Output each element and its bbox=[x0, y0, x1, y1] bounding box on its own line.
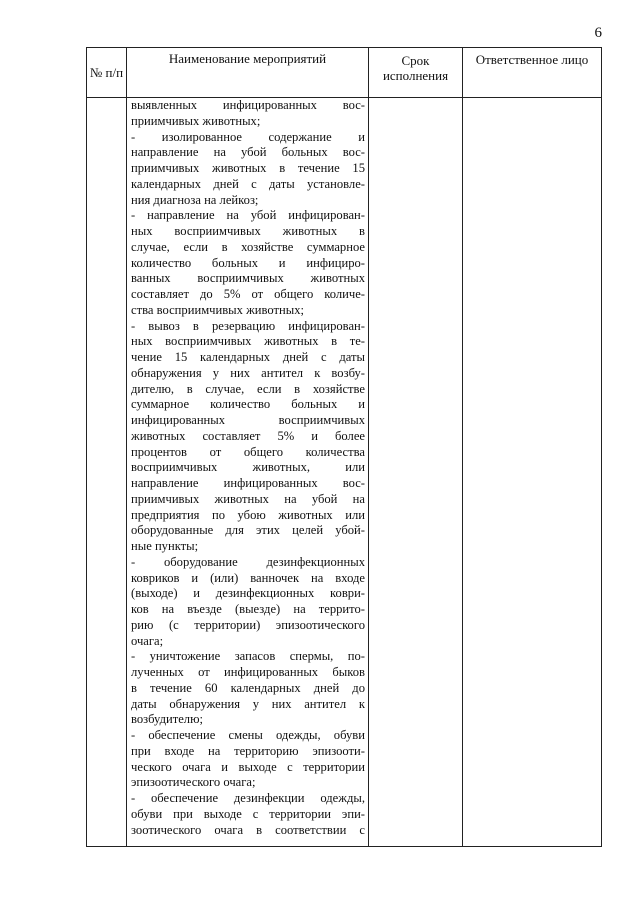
text-line bbox=[131, 728, 365, 744]
text-line bbox=[131, 602, 365, 618]
text-line bbox=[131, 634, 365, 650]
text-line bbox=[131, 681, 365, 697]
text-line bbox=[131, 665, 365, 681]
text-line-content: ванных восприимчивых животных bbox=[131, 271, 365, 286]
cell-responsible bbox=[463, 98, 602, 847]
text-line-content: обнаружения у них антител к возбу- bbox=[131, 365, 365, 380]
text-line-content: приимчивых животных на убой на bbox=[131, 491, 365, 506]
text-line bbox=[131, 476, 365, 492]
measures-text-lines bbox=[131, 98, 365, 838]
text-line-content: даты обнаружения у них антител к bbox=[131, 696, 365, 711]
cell-number bbox=[87, 98, 127, 847]
text-line bbox=[131, 618, 365, 634]
text-line-content: - изолированное содержание и bbox=[131, 129, 365, 144]
text-line bbox=[131, 256, 365, 272]
cell-deadline bbox=[369, 98, 463, 847]
text-line bbox=[131, 208, 365, 224]
text-line bbox=[131, 350, 365, 366]
text-line bbox=[131, 114, 365, 130]
text-line bbox=[131, 492, 365, 508]
header-number-label: № п/п bbox=[89, 65, 124, 80]
text-line-content: календарных дней с даты установле- bbox=[131, 176, 365, 191]
text-line-content: предприятия по убою животных или bbox=[131, 507, 365, 522]
text-line-content: - направление на убой инфицирован- bbox=[131, 208, 365, 223]
text-line-content: в течение 60 календарных дней до bbox=[131, 680, 365, 695]
table-header-row bbox=[87, 48, 602, 98]
text-line bbox=[131, 303, 365, 319]
text-line bbox=[131, 397, 365, 413]
text-line-content: возбудителю; bbox=[131, 712, 203, 727]
text-line bbox=[131, 413, 365, 429]
text-line-content: приимчивых животных; bbox=[131, 113, 261, 128]
text-line-content: суммарное количество больных и bbox=[131, 397, 365, 412]
text-line-content: ков на въезде (выезде) на террито- bbox=[131, 602, 365, 616]
header-responsible-label: Ответственное лицо bbox=[475, 52, 589, 67]
text-line-content: количество больных и инфициро- bbox=[131, 255, 365, 270]
text-line bbox=[131, 445, 365, 461]
text-line-content: эпизоотического очага; bbox=[131, 775, 256, 790]
text-line bbox=[131, 697, 365, 713]
page-number: 6 bbox=[594, 25, 602, 41]
text-line bbox=[131, 508, 365, 524]
header-measures-name-label: Наименование мероприятий bbox=[168, 51, 327, 66]
text-line-content: лученных от инфицированных быков bbox=[131, 665, 365, 679]
text-line bbox=[131, 744, 365, 760]
text-line bbox=[131, 224, 365, 240]
table-row bbox=[87, 98, 602, 847]
text-line bbox=[131, 523, 365, 539]
text-line-content: ных восприимчивых животных в bbox=[131, 224, 365, 238]
text-line-content: ства восприимчивых животных; bbox=[131, 302, 305, 317]
header-deadline-label: Срок исполнения bbox=[382, 53, 449, 83]
text-line bbox=[131, 240, 365, 256]
text-line bbox=[131, 177, 365, 193]
text-line bbox=[131, 760, 365, 776]
text-line-content: случае, если в хозяйстве суммарное bbox=[131, 239, 365, 254]
text-line bbox=[131, 130, 365, 146]
header-responsible bbox=[463, 48, 602, 98]
text-line-content: направление инфицированных вос- bbox=[131, 476, 365, 490]
text-line-content: обуви при выходе с территории эпи- bbox=[131, 806, 365, 821]
text-line-content: - оборудование дезинфекционных bbox=[131, 554, 365, 569]
text-line-content: ния диагноза на лейкоз; bbox=[131, 192, 259, 207]
text-line-content: животных составляет 5% и более bbox=[131, 428, 365, 443]
text-line-content: направление на убой больных вос- bbox=[131, 145, 365, 160]
text-line-content: ные пункты; bbox=[131, 539, 199, 553]
text-line-content: дителю, в случае, если в хозяйстве bbox=[131, 381, 365, 396]
header-number bbox=[87, 48, 127, 98]
text-line-content: - уничтожение запасов спермы, по- bbox=[131, 649, 365, 664]
text-line bbox=[131, 429, 365, 445]
text-line bbox=[131, 555, 365, 571]
text-line bbox=[131, 287, 365, 303]
text-line bbox=[131, 334, 365, 350]
text-line-content: (выходе) и дезинфекционных коври- bbox=[131, 586, 365, 601]
text-line-content: составляет до 5% от общего количе- bbox=[131, 287, 365, 301]
text-line-content: приимчивых животных в течение 15 bbox=[131, 161, 365, 175]
text-line-content: - обеспечение дезинфекции одежды, bbox=[131, 791, 365, 805]
measures-table bbox=[86, 47, 602, 847]
text-line-content: - обеспечение смены одежды, обуви bbox=[131, 728, 365, 742]
text-line bbox=[131, 161, 365, 177]
text-line-content: инфицированных восприимчивых bbox=[131, 413, 365, 427]
text-line-content: оборудованные для этих целей убой- bbox=[131, 523, 365, 538]
text-line bbox=[131, 791, 365, 807]
text-line-content: ческого очага и выходе с территории bbox=[131, 759, 365, 774]
text-line bbox=[131, 712, 365, 728]
text-line bbox=[131, 382, 365, 398]
cell-measures-text bbox=[127, 98, 369, 847]
text-line-content: рию (с территории) эпизоотического bbox=[131, 617, 365, 632]
text-line bbox=[131, 823, 365, 839]
header-measures-name bbox=[127, 48, 369, 98]
text-line bbox=[131, 571, 365, 587]
text-line-content: чение 15 календарных дней с даты bbox=[131, 350, 365, 364]
text-line bbox=[131, 271, 365, 287]
text-line bbox=[131, 775, 365, 791]
text-line bbox=[131, 145, 365, 161]
text-line-content: восприимчивых животных, или bbox=[131, 460, 365, 475]
text-line bbox=[131, 807, 365, 823]
text-line-content: ных восприимчивых животных в те- bbox=[131, 334, 365, 349]
text-line-content: процентов от общего количества bbox=[131, 444, 365, 459]
text-line bbox=[131, 319, 365, 335]
text-line-content: ковриков и (или) ванночек на входе bbox=[131, 570, 365, 585]
text-line-content: выявленных инфицированных вос- bbox=[131, 98, 365, 112]
text-line bbox=[131, 193, 365, 209]
text-line-content: - вывоз в резервацию инфицирован- bbox=[131, 318, 365, 333]
text-line bbox=[131, 539, 365, 555]
text-line-content: зоотического очага в соответствии с bbox=[131, 822, 365, 837]
text-line bbox=[131, 649, 365, 665]
header-deadline bbox=[369, 48, 463, 98]
text-line-content: очага; bbox=[131, 633, 164, 648]
text-line bbox=[131, 98, 365, 114]
text-line bbox=[131, 366, 365, 382]
text-line bbox=[131, 586, 365, 602]
text-line-content: при входе на территорию эпизооти- bbox=[131, 743, 365, 758]
text-line bbox=[131, 460, 365, 476]
